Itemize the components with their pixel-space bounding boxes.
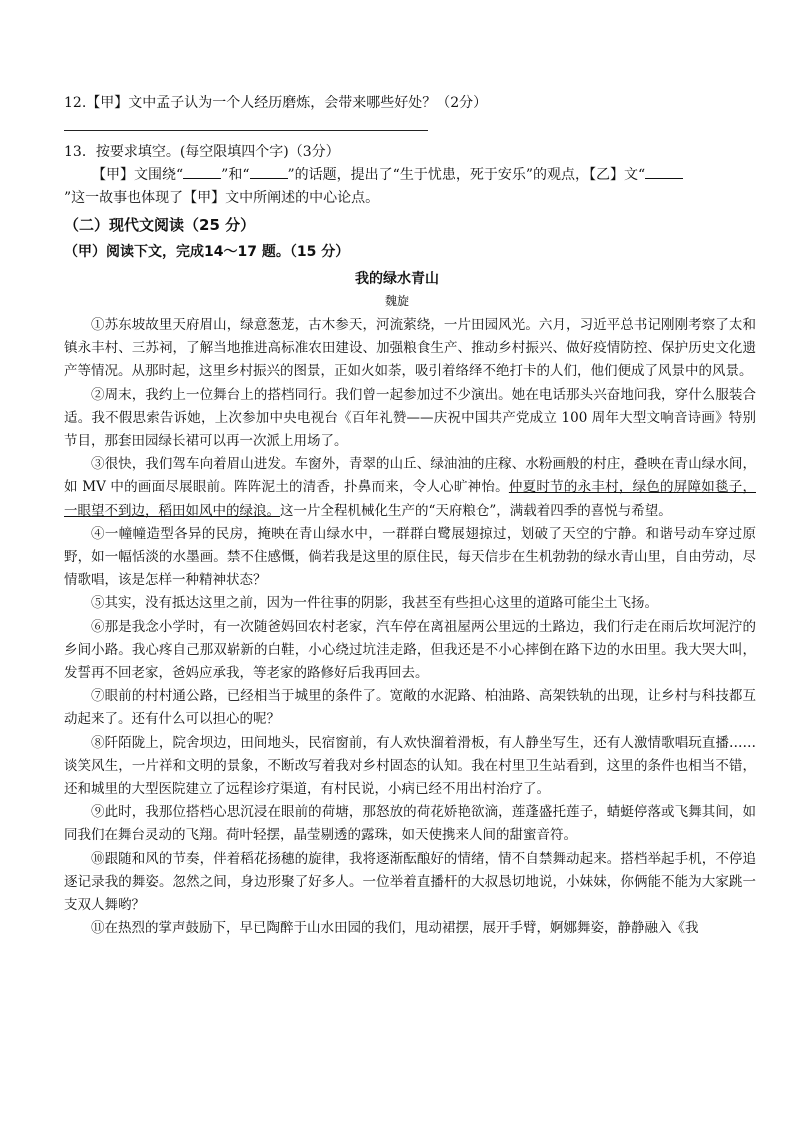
paragraph: ④一幢幢造型各异的民房，掩映在青山绿水中，一群群白鹭展翅掠过，划破了天空的宁静。和谐号动车穿过原野，如一幅恬淡的水墨画。禁不住感慨，倘若我是这里的原住民，每天信步在生机勃勃的绿水青山里，自由劳动，尽情歌唱，该是怎样一种精神状态？ bbox=[64, 525, 756, 589]
article-author: 魏旋 bbox=[384, 294, 409, 308]
paragraph: ①苏东坡故里天府眉山，绿意葱茏，古木参天，河流萦绕，一片田园风光。六月，习近平总书记刚刚考察了太和镇永丰村、三苏祠，了解当地推进高标准农田建设、加强粮食生产、推动乡村振兴、做好疫情防控、保护历史文化遗产等情况。从那时起，这里乡村振兴的图景，正如火如荼，吸引着络绎不绝打卡的人们，他们便成了风景中的风景。 bbox=[64, 317, 756, 380]
article-title: 我的绿水青山 bbox=[355, 271, 439, 287]
q13-text-1: 【甲】文围绕“ bbox=[92, 167, 184, 183]
fill-blank-1[interactable] bbox=[183, 178, 221, 179]
paragraph: ⑪在热烈的掌声鼓励下，早已陶醉于山水田园的我们，甩动裙摆，展开手臂，婀娜舞姿，静静融入《我 bbox=[91, 920, 699, 937]
paragraph: ⑤其实，没有抵达这里之前，因为一件往事的阴影，我甚至有些担心这里的道路可能尘土飞扬。 bbox=[91, 595, 658, 612]
paragraph-text: ③很快，我们驾车向着眉山进发。车窗外，青翠的山丘、绿油油的庄稼、水粉画般的村庄，叠映在青山绿水间，如 MV 中的画面尽展眼前。阵阵泥土的清香，扑鼻而来，令人心旷神怡。 bbox=[64, 456, 756, 496]
fill-blank-2[interactable] bbox=[250, 178, 288, 179]
paragraph: ⑩跟随和风的节奏，伴着稻花扬穗的旋律，我将逐渐酝酿好的情绪，情不自禁舞动起来。搭档举起手机，不停追逐记录我的舞姿。忽然之间，身边形聚了好多人。一位举着直播杆的大叔恳切地说，小妹妹，你俩能不能为大家跳一支双人舞哟？ bbox=[64, 850, 756, 914]
question-13-body bbox=[64, 164, 694, 210]
paragraph: ⑥那是我念小学时，有一次随爸妈回农村老家，汽车停在离祖屋两公里远的土路边，我们行走在雨后坎坷泥泞的乡间小路。我心疼自己那双崭新的白鞋，小心绕过坑洼走路，但我还是不小心摔倒在路下边的水田里。我大哭大叫，发誓再不回老家，爸妈应承我，等老家的路修好后我再回去。 bbox=[64, 618, 756, 682]
q13-text-2: ”和“ bbox=[221, 167, 250, 183]
question-13-heading: 13．按要求填空。(每空限填四个字)（3分） bbox=[64, 144, 340, 160]
q13-text-3: ”的话题，提出了“生于忧患，死于安乐”的观点，【乙】文“ bbox=[287, 167, 646, 183]
underlined-sentence: 仲夏时节的永丰村，绿色的屏障如毯子，一眼望不到边，稻田如风中的绿浪。 bbox=[64, 479, 756, 519]
paragraph: ⑨此时，我那位搭档心思沉浸在眼前的荷塘，那怒放的荷花娇艳欲滴，莲蓬盛托莲子，蜻蜓停落或飞舞其间，如同我们在舞台灵动的飞翔。荷叶轻摆，晶莹剔透的露珠，如天使携来人间的甜蜜音符。 bbox=[64, 804, 756, 844]
fill-blank-3[interactable] bbox=[645, 178, 683, 179]
question-12: 12.【甲】文中孟子认为一个人经历磨炼，会带来哪些好处？（2分） bbox=[64, 95, 488, 111]
paragraph: ⑦眼前的村村通公路，已经相当于城里的条件了。宽敞的水泥路、柏油路、高架铁轨的出现，让乡村与科技都互动起来了。还有什么可以担心的呢？ bbox=[64, 688, 756, 728]
section-heading: （二）现代文阅读（25 分） bbox=[64, 216, 256, 234]
article-body bbox=[64, 314, 756, 940]
answer-line[interactable] bbox=[64, 130, 428, 131]
subsection-heading: （甲）阅读下文，完成14～17 题。（15 分） bbox=[64, 244, 350, 260]
paragraph: ②周末，我约上一位舞台上的搭档同行。我们曾一起参加过不少演出。她在电话那头兴奋地问我，穿什么服装合适。我不假思索告诉她，上次参加中央电视台《百年礼赞——庆祝中国共产党成立 100 周年大型文响音诗画》特别节目，那套田园绿长裙可以再一次派上用场了。 bbox=[64, 386, 756, 450]
paragraph: ⑧阡陌陇上，院舍坝边，田间地头，民宿窗前，有人欢快溜着滑板，有人静坐写生，还有人激情歌唱玩直播……谈笑风生，一片祥和文明的景象，不断改写着我对乡村固态的认知。我在村里卫生站看到，这里的条件也相当不错，还和城里的大型医院建立了远程诊疗渠道，有村民说，小病已经不用出村治疗了。 bbox=[64, 734, 756, 798]
q13-text-4: ”这一故事也体现了【甲】文中所阐述的中心论点。 bbox=[64, 190, 380, 206]
paragraph bbox=[64, 453, 756, 523]
paragraph-text: 这一片全程机械化生产的“天府粮仓”，满载着四季的喜悦与希望。 bbox=[280, 502, 672, 519]
